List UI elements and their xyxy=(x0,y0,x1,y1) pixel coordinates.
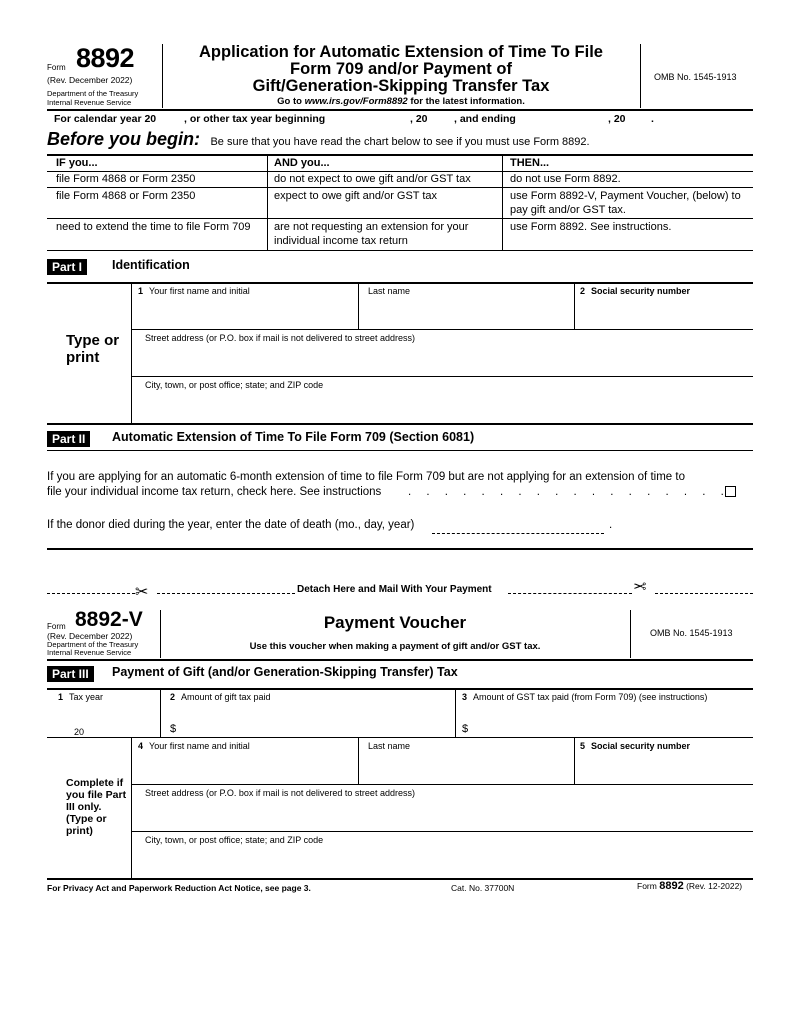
title-line-3: Gift/Generation-Skipping Transfer Tax xyxy=(252,77,550,95)
chart-cell: do not expect to owe gift and/or GST tax xyxy=(274,173,471,185)
year-20-b: , 20 xyxy=(608,113,626,125)
city-state-zip-input[interactable] xyxy=(133,393,751,421)
omb-number: OMB No. 1545-1913 xyxy=(654,72,737,82)
first-name-label xyxy=(138,286,250,296)
title-line-1: Application for Automatic Extension of Time To File xyxy=(199,43,603,61)
chart-cell: do not use Form 8892. xyxy=(510,173,621,185)
type-or-print-label: Type or print xyxy=(66,332,120,366)
year-20-a: , 20 xyxy=(410,113,428,125)
voucher-street-address-input[interactable] xyxy=(133,801,751,829)
chart-cell: expect to owe gift and/or GST tax xyxy=(274,190,438,202)
tax-year-label xyxy=(58,692,103,702)
part-1-title: Identification xyxy=(112,258,190,272)
chart-header-if: IF you... xyxy=(56,157,98,169)
catalog-number: Cat. No. 37700N xyxy=(451,883,515,893)
field-number: 4 xyxy=(138,741,144,751)
field-label: Amount of GST tax paid (from Form 709) (see instructions) xyxy=(473,692,708,702)
gift-tax-paid-label xyxy=(170,692,271,702)
last-name-input[interactable] xyxy=(360,299,572,327)
field-label: Social security number xyxy=(591,741,691,751)
footer-form-number: 8892 xyxy=(659,880,684,892)
city-state-zip-label: City, town, or post office; state; and ZIP code xyxy=(145,835,324,845)
extension-line-2: file your individual income tax return, check here. See instructions xyxy=(47,486,382,498)
field-number: 5 xyxy=(580,741,586,751)
form-number: 8892 xyxy=(76,43,135,73)
other-tax-year-label: , or other tax year beginning xyxy=(184,113,326,125)
leader-dots: . . . . . . . . . . . . . . . . . . xyxy=(408,486,730,498)
tax-year-prefix: 20 xyxy=(74,727,85,737)
field-label: Social security number xyxy=(591,286,691,296)
voucher-form-word: Form xyxy=(47,622,66,631)
city-state-zip-label: City, town, or post office; state; and ZIP code xyxy=(145,380,324,390)
goto-url[interactable]: www.irs.gov/Form8892 xyxy=(304,96,408,107)
title-line-2: Form 709 and/or Payment of xyxy=(290,60,512,78)
and-ending-label: , and ending xyxy=(454,113,516,125)
part-2-badge: Part II xyxy=(47,431,90,447)
gift-tax-paid-input[interactable] xyxy=(182,716,452,735)
part-3-badge: Part III xyxy=(47,666,94,682)
voucher-title: Payment Voucher xyxy=(323,613,467,632)
voucher-agency: Internal Revenue Service xyxy=(47,648,132,657)
before-you-begin xyxy=(47,129,590,150)
scissors-icon: ✂ xyxy=(633,579,647,596)
part-1-badge: Part I xyxy=(47,259,87,275)
date-of-death-label: If the donor died during the year, enter the date of death (mo., day, year) xyxy=(47,519,415,531)
field-number: 3 xyxy=(462,692,468,702)
street-address-input[interactable] xyxy=(133,346,751,374)
voucher-department: Department of the Treasury xyxy=(47,640,139,649)
voucher-form-number: 8892-V xyxy=(75,608,143,631)
before-text: Be sure that you have read the chart below to see if you must use Form 8892. xyxy=(210,136,590,148)
privacy-notice: For Privacy Act and Paperwork Reduction Act Notice, see page 3. xyxy=(47,883,311,893)
extension-line-1: If you are applying for an automatic 6-month extension of time to file Form 709 but are not applying for an extension of time to xyxy=(47,471,685,483)
voucher-city-state-zip-input[interactable] xyxy=(133,848,751,876)
complete-note: Complete if you file Part III only. (Type or print) xyxy=(66,777,127,837)
extension-checkbox[interactable] xyxy=(725,486,736,497)
chart-cell: file Form 4868 or Form 2350 xyxy=(56,190,196,202)
field-number: 1 xyxy=(58,692,64,702)
date-of-death-period: . xyxy=(609,519,613,531)
voucher-ssn-input[interactable] xyxy=(576,754,752,782)
voucher-subtitle: Use this voucher when making a payment of gift and/or GST tax. xyxy=(249,641,541,652)
form-word: Form xyxy=(47,63,66,72)
voucher-omb: OMB No. 1545-1913 xyxy=(650,628,733,638)
part-3-title: Payment of Gift (and/or Generation-Skipping Transfer) Tax xyxy=(112,665,458,679)
last-name-label: Last name xyxy=(368,286,411,296)
date-of-death-input[interactable] xyxy=(432,533,604,534)
dollar-sign: $ xyxy=(462,723,469,735)
voucher-revision: (Rev. December 2022) xyxy=(47,631,133,641)
goto-line xyxy=(162,96,640,107)
gst-tax-paid-input[interactable] xyxy=(474,716,752,735)
street-address-label: Street address (or P.O. box if mail is not delivered to street address) xyxy=(145,788,415,798)
voucher-last-name-input[interactable] xyxy=(360,754,572,782)
chart-cell: are not requesting an extension for your individual income tax return xyxy=(274,221,469,247)
goto-suffix: for the latest information. xyxy=(407,96,525,107)
first-name-input[interactable] xyxy=(133,299,357,327)
footer-form-id xyxy=(637,880,742,892)
ssn-label xyxy=(580,286,690,296)
first-name-label xyxy=(138,741,250,751)
field-label: Amount of gift tax paid xyxy=(181,692,271,702)
calendar-year-label: For calendar year 20 xyxy=(54,113,157,125)
field-label: Your first name and initial xyxy=(149,286,250,296)
chart-cell: use Form 8892-V, Payment Voucher, (below) to pay gift and/or GST tax. xyxy=(510,190,741,216)
chart-cell: use Form 8892. See instructions. xyxy=(510,221,672,233)
field-label: Tax year xyxy=(69,692,104,702)
revision-date: (Rev. December 2022) xyxy=(47,75,133,85)
chart-cell: file Form 4868 or Form 2350 xyxy=(56,173,196,185)
dollar-sign: $ xyxy=(170,723,177,735)
tax-year-input[interactable] xyxy=(88,720,158,736)
goto-prefix: Go to xyxy=(277,96,305,107)
chart-header-and: AND you... xyxy=(274,157,330,169)
before-heading: Before you begin: xyxy=(47,129,201,149)
field-number: 1 xyxy=(138,286,144,296)
form-title xyxy=(162,44,640,95)
chart-cell: need to extend the time to file Form 709 xyxy=(56,221,251,233)
part-2-title: Automatic Extension of Time To File Form 709 (Section 6081) xyxy=(112,430,475,444)
street-address-label: Street address (or P.O. box if mail is not delivered to street address) xyxy=(145,333,415,343)
gst-tax-paid-label xyxy=(462,692,707,702)
field-number: 2 xyxy=(580,286,586,296)
ssn-input[interactable] xyxy=(576,299,752,327)
field-number: 2 xyxy=(170,692,176,702)
footer-form-word: Form xyxy=(637,881,657,891)
detach-text: Detach Here and Mail With Your Payment xyxy=(297,584,492,595)
department-line: Department of the Treasury xyxy=(47,89,139,98)
footer-revision: (Rev. 12-2022) xyxy=(686,881,743,891)
calendar-period: . xyxy=(651,113,654,125)
last-name-label: Last name xyxy=(368,741,411,751)
agency-line: Internal Revenue Service xyxy=(47,98,132,107)
scissors-icon: ✂ xyxy=(135,584,149,601)
voucher-first-name-input[interactable] xyxy=(133,754,357,782)
field-label: Your first name and initial xyxy=(149,741,250,751)
chart-header-then: THEN... xyxy=(510,157,550,169)
ssn-label xyxy=(580,741,690,751)
